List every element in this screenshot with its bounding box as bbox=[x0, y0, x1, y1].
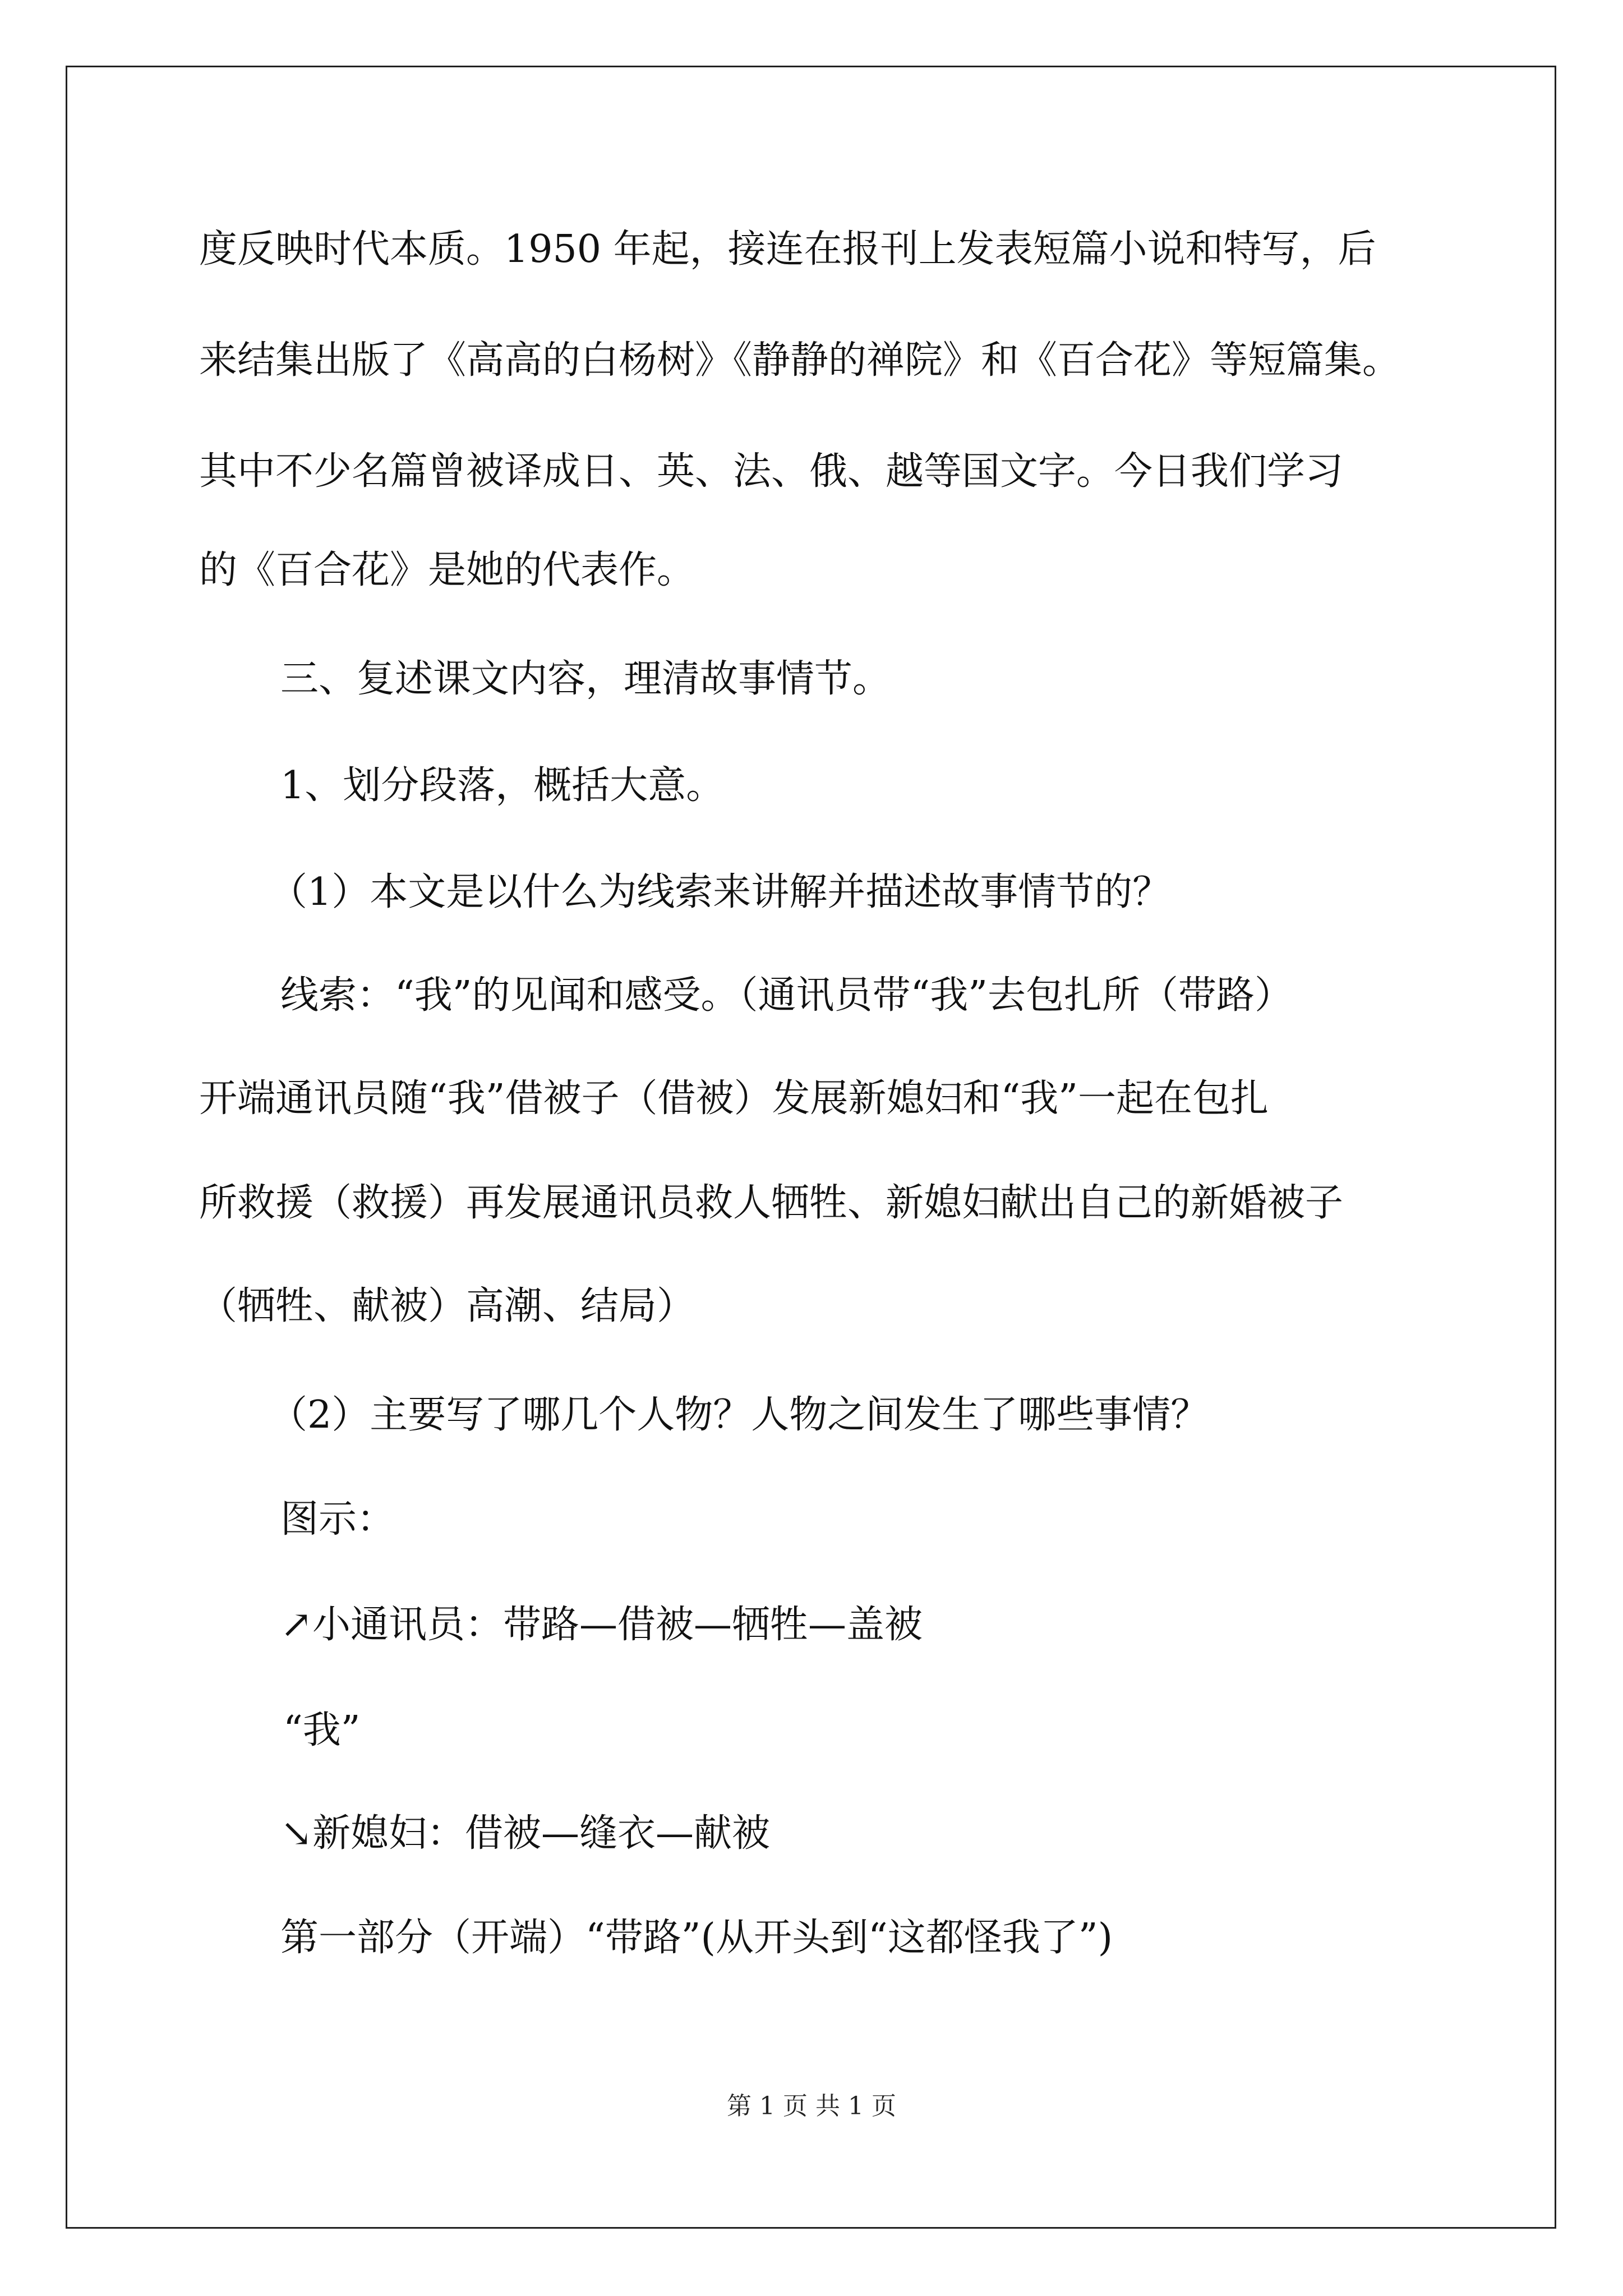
text-line: 来结集出版了《高高的白杨树》《静静的禅院》和《百合花》等短篇集。 bbox=[199, 338, 1401, 383]
text-line: 的《百合花》是她的代表作。 bbox=[199, 548, 695, 592]
text-line: 第一部分（开端）“带路”(从开头到“这都怪我了”) bbox=[280, 1916, 1113, 1960]
section-heading: 三、复述课文内容，理清故事情节。 bbox=[280, 657, 891, 701]
page-border bbox=[66, 66, 1556, 2229]
text-line: （牺牲、献被）高潮、结局） bbox=[199, 1284, 695, 1328]
text-line: 度反映时代本质。1950 年起，接连在报刊上发表短篇小说和特写，后 bbox=[199, 227, 1376, 272]
text-line: 其中不少名篇曾被译成日、英、法、俄、越等国文字。今日我们学习 bbox=[199, 449, 1344, 494]
diagram-line: “我” bbox=[283, 1708, 361, 1752]
question-line: （2）主要写了哪几个人物？人物之间发生了哪些事情？ bbox=[269, 1393, 1209, 1437]
text-line: 1、划分段落，概括大意。 bbox=[280, 763, 725, 808]
text-line: 所救援（救援）再发展通讯员救人牺牲、新媳妇献出自己的新婚被子 bbox=[199, 1181, 1344, 1225]
text-line: 开端通讯员随“我”借被子（借被）发展新媳妇和“我”一起在包扎 bbox=[199, 1076, 1269, 1121]
page-footer: 第 1 页 共 1 页 bbox=[727, 2092, 896, 2120]
diagram-line: ↗小通讯员：带路—借被—牺牲—盖被 bbox=[280, 1603, 923, 1647]
diagram-line: ↘新媳妇：借被—缝衣—献被 bbox=[280, 1811, 770, 1856]
text-line: 图示： bbox=[280, 1497, 395, 1542]
question-line: （1）本文是以什么为线索来讲解并描述故事情节的？ bbox=[269, 870, 1171, 914]
text-line: 线索：“我”的见闻和感受。（通讯员带“我”去包扎所（带路） bbox=[280, 973, 1293, 1018]
